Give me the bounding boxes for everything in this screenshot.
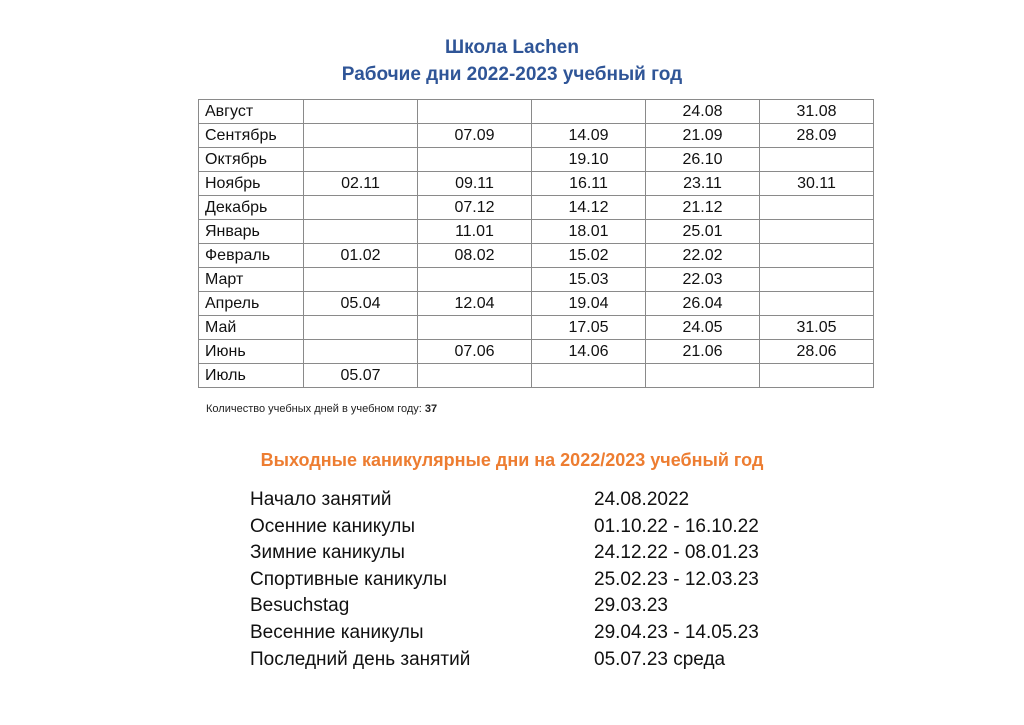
table-row (199, 100, 874, 124)
schedule-table (198, 99, 874, 388)
month-cell: Октябрь (199, 148, 304, 172)
table-row (199, 196, 874, 220)
holiday-label: Осенние каникулы (250, 516, 416, 537)
date-cell (532, 100, 646, 124)
date-cell: 22.02 (646, 244, 760, 268)
date-cell (304, 124, 418, 148)
date-cell (760, 364, 874, 388)
date-cell (304, 100, 418, 124)
holiday-value: 24.08.2022 (594, 489, 690, 510)
holiday-value: 29.04.23 - 14.05.23 (594, 622, 759, 643)
date-cell (760, 268, 874, 292)
holiday-label: Весенние каникулы (250, 622, 424, 643)
date-cell: 05.07 (304, 364, 418, 388)
date-cell: 02.11 (304, 172, 418, 196)
table-row (199, 316, 874, 340)
date-cell: 22.03 (646, 268, 760, 292)
date-cell: 26.04 (646, 292, 760, 316)
table-row (199, 220, 874, 244)
month-cell: Январь (199, 220, 304, 244)
holiday-row (250, 593, 810, 619)
schedule-title: Рабочие дни 2022-2023 учебный год (341, 64, 683, 85)
date-cell: 08.02 (418, 244, 532, 268)
holiday-title: Выходные каникулярные дни на 2022/2023 учебный год (260, 450, 764, 470)
date-cell: 19.10 (532, 148, 646, 172)
date-cell: 12.04 (418, 292, 532, 316)
date-cell (304, 268, 418, 292)
date-cell: 14.12 (532, 196, 646, 220)
date-cell: 21.12 (646, 196, 760, 220)
month-cell: Июнь (199, 340, 304, 364)
month-cell: Июль (199, 364, 304, 388)
holiday-value: 29.03.23 (594, 595, 668, 616)
date-cell: 30.11 (760, 172, 874, 196)
date-cell (418, 268, 532, 292)
school-title: Школа Lachen (445, 37, 579, 58)
holiday-value: 24.12.22 - 08.01.23 (594, 542, 759, 563)
date-cell (304, 196, 418, 220)
date-cell (304, 340, 418, 364)
date-cell: 25.01 (646, 220, 760, 244)
date-cell (418, 148, 532, 172)
month-cell: Февраль (199, 244, 304, 268)
date-cell: 28.06 (760, 340, 874, 364)
date-cell: 23.11 (646, 172, 760, 196)
holiday-value: 01.10.22 - 16.10.22 (594, 516, 759, 537)
table-row (199, 364, 874, 388)
table-row (199, 244, 874, 268)
holiday-row (250, 487, 810, 513)
date-cell (760, 244, 874, 268)
date-cell (418, 364, 532, 388)
date-cell: 28.09 (760, 124, 874, 148)
month-cell: Март (199, 268, 304, 292)
month-cell: Май (199, 316, 304, 340)
date-cell: 21.09 (646, 124, 760, 148)
date-cell (760, 148, 874, 172)
date-cell: 31.08 (760, 100, 874, 124)
holiday-row (250, 620, 810, 646)
holiday-row (250, 647, 810, 673)
date-cell: 07.12 (418, 196, 532, 220)
holiday-label: Besuchstag (250, 595, 350, 616)
date-cell: 24.05 (646, 316, 760, 340)
date-cell (760, 196, 874, 220)
table-row (199, 124, 874, 148)
date-cell: 16.11 (532, 172, 646, 196)
holiday-value: 25.02.23 - 12.03.23 (594, 569, 759, 590)
date-cell (304, 316, 418, 340)
date-cell (532, 364, 646, 388)
date-cell: 31.05 (760, 316, 874, 340)
table-row (199, 172, 874, 196)
lesson-count-label: Количество учебных дней в учебном году: (206, 403, 422, 415)
date-cell: 18.01 (532, 220, 646, 244)
date-cell: 21.06 (646, 340, 760, 364)
holiday-label: Зимние каникулы (250, 542, 405, 563)
date-cell: 07.06 (418, 340, 532, 364)
date-cell: 15.03 (532, 268, 646, 292)
table-row (199, 292, 874, 316)
date-cell: 09.11 (418, 172, 532, 196)
month-cell: Ноябрь (199, 172, 304, 196)
date-cell: 11.01 (418, 220, 532, 244)
table-row (199, 340, 874, 364)
holiday-label: Последний день занятий (250, 649, 471, 670)
date-cell: 05.04 (304, 292, 418, 316)
holiday-row (250, 514, 810, 540)
date-cell (304, 220, 418, 244)
month-cell: Сентябрь (199, 124, 304, 148)
month-cell: Август (199, 100, 304, 124)
lesson-count (206, 403, 437, 415)
month-cell: Апрель (199, 292, 304, 316)
holiday-row (250, 567, 810, 593)
date-cell: 15.02 (532, 244, 646, 268)
holiday-value: 05.07.23 среда (594, 649, 726, 670)
date-cell (760, 292, 874, 316)
date-cell: 19.04 (532, 292, 646, 316)
date-cell (418, 316, 532, 340)
date-cell: 07.09 (418, 124, 532, 148)
month-cell: Декабрь (199, 196, 304, 220)
table-row (199, 268, 874, 292)
holiday-row (250, 540, 810, 566)
holiday-label: Начало занятий (250, 489, 392, 510)
date-cell: 24.08 (646, 100, 760, 124)
date-cell: 01.02 (304, 244, 418, 268)
holiday-label: Спортивные каникулы (250, 569, 447, 590)
date-cell (418, 100, 532, 124)
date-cell: 17.05 (532, 316, 646, 340)
lesson-count-value: 37 (424, 403, 438, 415)
date-cell (646, 364, 760, 388)
date-cell (760, 220, 874, 244)
date-cell: 14.09 (532, 124, 646, 148)
table-row (199, 148, 874, 172)
date-cell: 14.06 (532, 340, 646, 364)
date-cell: 26.10 (646, 148, 760, 172)
date-cell (304, 148, 418, 172)
